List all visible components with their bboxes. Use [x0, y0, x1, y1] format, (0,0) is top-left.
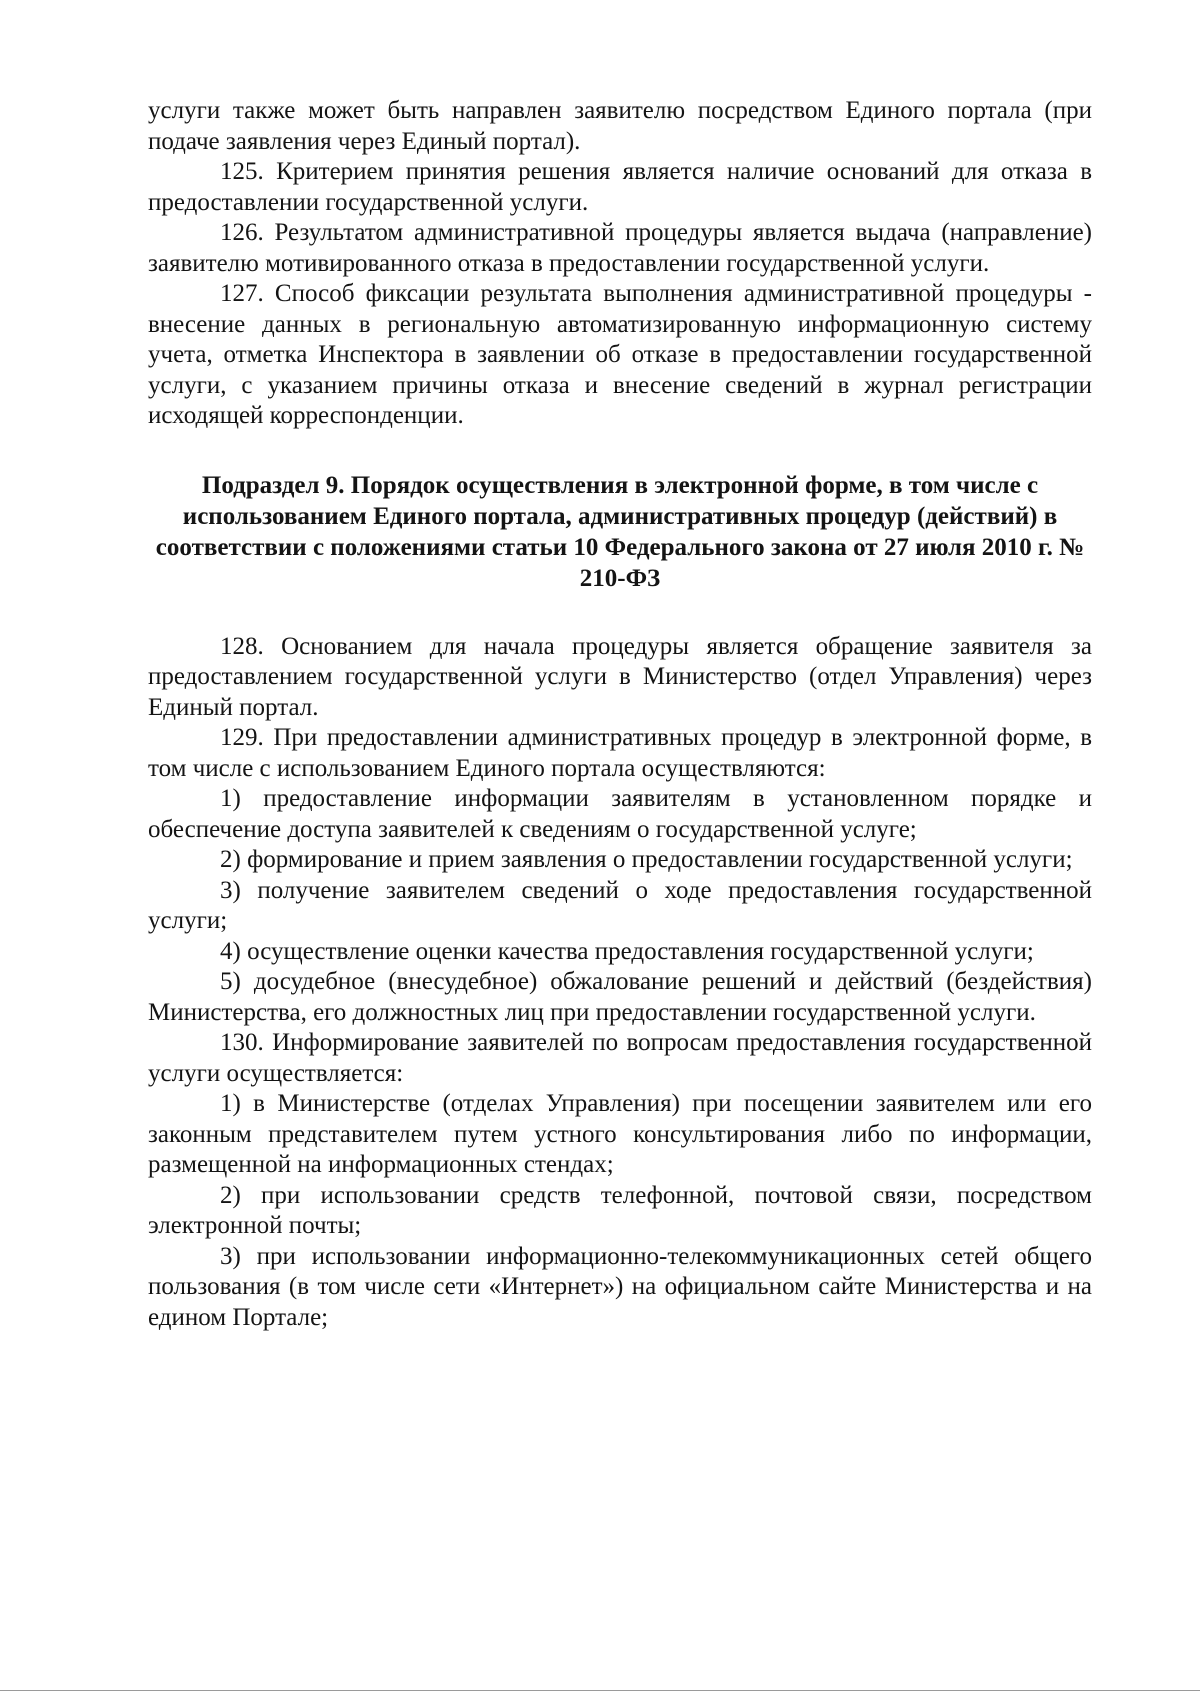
scan-edge-divider: [0, 1690, 1200, 1691]
paragraph-130: 130. Информирование заявителей по вопросам предоставления государственной услуги осуществляется:: [148, 1029, 1092, 1087]
list-item-130-2: 2) при использовании средств телефонной, почтовой связи, посредством электронной почты;: [148, 1181, 1092, 1239]
paragraph-128: 128. Основанием для начала процедуры является обращение заявителя за предоставлением государственной услуги в Министерство (отдел Управления) через Единый портал.: [148, 632, 1092, 721]
list-item-129-1: 1) предоставление информации заявителям в установленном порядке и обеспечение доступа заявителей к сведениям о государственной услуге;: [148, 785, 1092, 843]
list-item-130-3: 3) при использовании информационно-телекоммуникационных сетей общего пользования (в том числе сети «Интернет») на официальном сайте Министерства и на едином Портале;: [148, 1242, 1092, 1331]
paragraph-129: 129. При предоставлении административных процедур в электронной форме, в том числе с использованием Единого портала осуществляются:: [148, 724, 1092, 782]
list-item-129-3: 3) получение заявителем сведений о ходе предоставления государственной услуги;: [148, 876, 1092, 934]
paragraph-127: 127. Способ фиксации результата выполнения административной процедуры - внесение данных в региональную автоматизированную информационную систему учета, отметка Инспектора в заявлении об отказе в предоставлении государственной услуги, с указанием причины отказа и внесение сведений в журнал регистрации исходящей корреспонденции.: [148, 280, 1092, 429]
list-item-129-5: 5) досудебное (внесудебное) обжалование решений и действий (бездействия) Министерства, его должностных лиц при предоставлении государственной услуги.: [148, 968, 1092, 1026]
list-item-129-4: 4) осуществление оценки качества предоставления государственной услуги;: [220, 937, 1034, 965]
subsection-heading: Подраздел 9. Порядок осуществления в электронной форме, в том числе с использованием Единого портала, административных процедур (действий) в соответствии с положениями статьи 10 Федерального закона от 27 июля 2010 г. № 210-ФЗ: [155, 471, 1085, 592]
paragraph-continuation: услуги также может быть направлен заявителю посредством Единого портала (при подаче заявления через Единый портал).: [148, 97, 1092, 155]
list-item-129-2: 2) формирование и прием заявления о предоставлении государственной услуги;: [220, 846, 1073, 873]
list-item-130-1: 1) в Министерстве (отделах Управления) при посещении заявителем или его законным представителем путем устного консультирования либо по информации, размещенной на информационных стендах;: [148, 1090, 1092, 1178]
document-body: [148, 96, 1092, 1333]
paragraph-126: 126. Результатом административной процедуры является выдача (направление) заявителю мотивированного отказа в предоставлении государственной услуги.: [148, 219, 1092, 277]
paragraph-125: 125. Критерием принятия решения является наличие оснований для отказа в предоставлении государственной услуги.: [148, 158, 1092, 216]
